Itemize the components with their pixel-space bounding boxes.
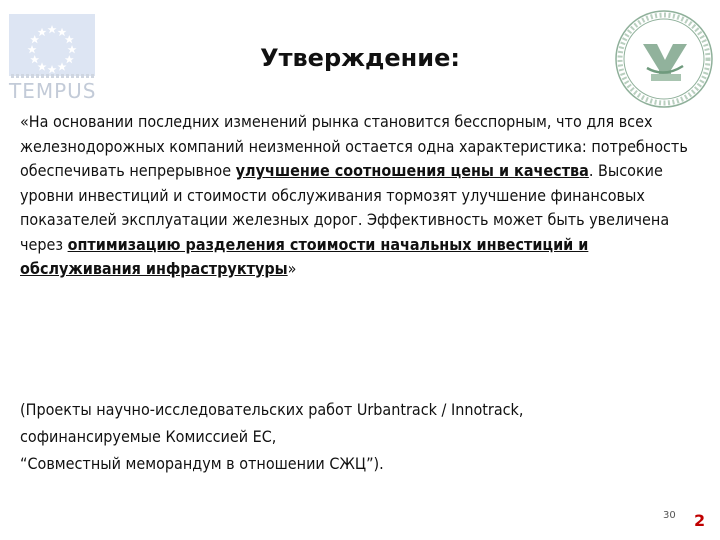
quote-text-end: » — [287, 259, 297, 278]
projects-line-1: (Проекты научно-исследовательских работ Urbantrack / Innotrack, — [20, 400, 524, 419]
page-mark: 2 — [694, 511, 706, 530]
projects-line-3: “Совместный меморандум в отношении СЖЦ”). — [20, 454, 384, 473]
quote-text-middle: . Высокие уровни инвестиций и стоимости обслуживания тормозят улучшение финансовых показателей эксплуатации железных дорог. Эффективность может быть увеличена через — [20, 161, 670, 254]
tempus-logo-text: TEMPUS — [9, 79, 97, 103]
quote-highlight-price-quality: улучшение соотношения цены и качества — [235, 161, 589, 180]
quote-highlight-cost-optimization: оптимизацию разделения стоимости начальных инвестиций и обслуживания инфраструктуры — [20, 234, 589, 278]
projects-note — [20, 396, 700, 477]
quote-text-start: «На основании последних изменений рынка становится бесспорным, что для всех железнодорожных компаний неизменной остается одна характеристика: потребность обеспечивать непрерывное — [20, 112, 688, 180]
projects-line-2: софинансируемые Комиссией ЕС, — [20, 427, 277, 446]
quote-paragraph — [20, 110, 700, 282]
slide-title: Утверждение: — [260, 44, 460, 72]
slide-number: 30 — [663, 510, 676, 521]
